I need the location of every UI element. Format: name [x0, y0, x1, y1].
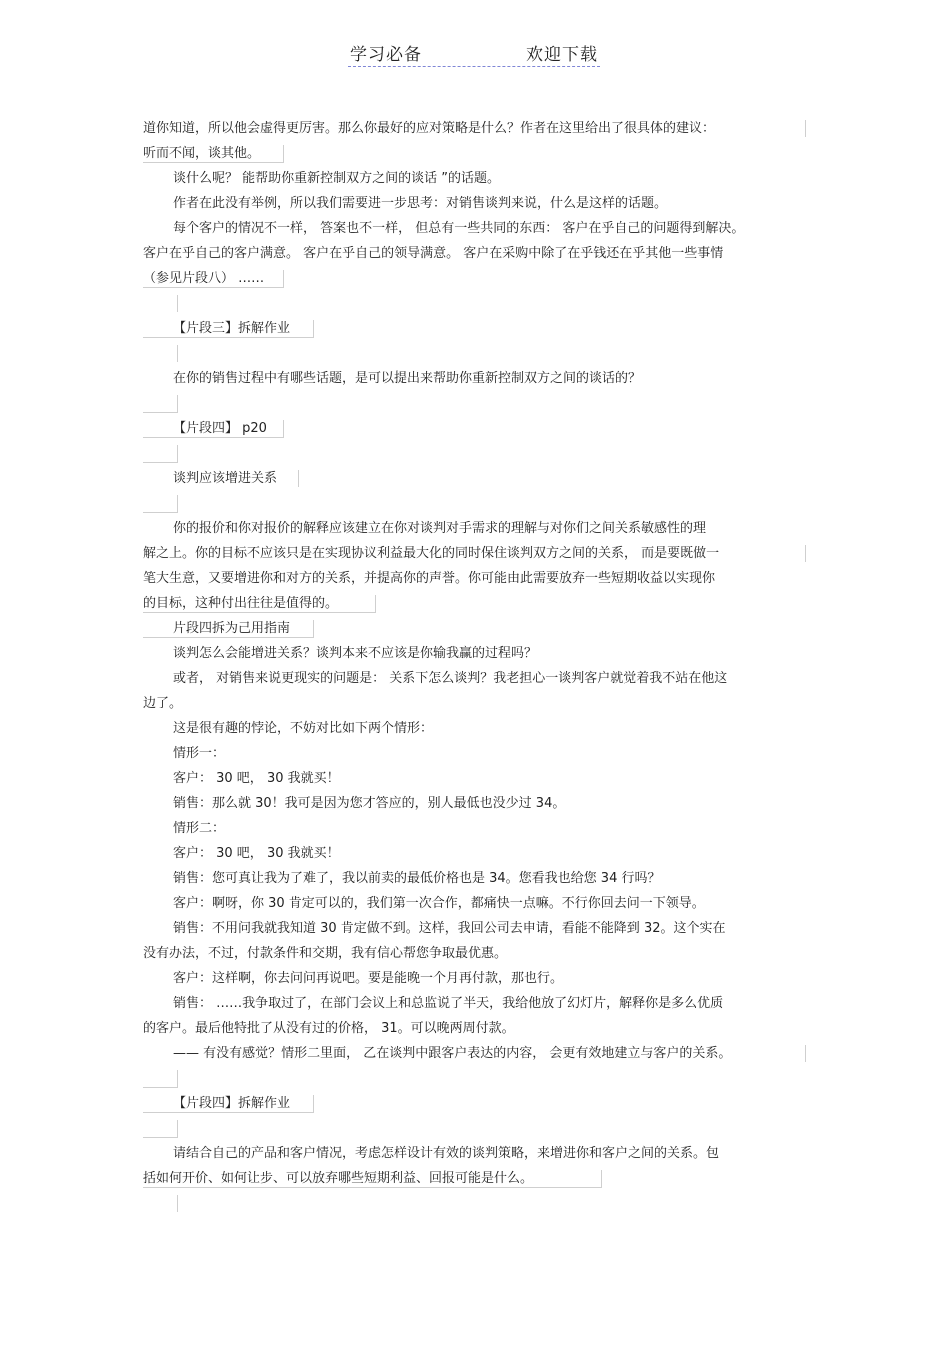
text-line: 谈判应该增进关系: [173, 471, 278, 486]
text-line: 作者在此没有举例，所以我们需要进一步思考：对销售谈判来说，什么是这样的话题。: [173, 196, 668, 211]
text-line: 谈什么呢？ 能帮助你重新控制双方之间的谈话 ”的话题。: [173, 171, 500, 186]
text-line: 销售：您可真让我为了难了，我以前卖的最低价格也是 34。您看我也给您 34 行吗？: [173, 871, 661, 886]
text-line: 或者， 对销售来说更现实的问题是： 关系下怎么谈判？我老担心一谈判客户就觉着我不站在他这: [173, 671, 728, 686]
text-line: 边了。: [143, 696, 183, 711]
text-line: 情形二：: [173, 821, 226, 836]
text-line: 道你知道，所以他会虚得更厉害。那么你最好的应对策略是什么？作者在这里给出了很具体的建议：: [143, 121, 716, 136]
text-line: 【片段三】拆解作业: [173, 321, 291, 336]
text-line: 的客户。最后他特批了从没有过的价格， 31。可以晚两周付款。: [143, 1021, 515, 1036]
text-line: 客户：啊呀，你 30 肯定可以的，我们第一次合作，都痛快一点嘛。不行你回去问一下领导。: [173, 896, 705, 911]
text-line: 笔大生意，又要增进你和对方的关系，并提高你的声誉。你可能由此需要放弃一些短期收益以实现你: [143, 571, 716, 586]
text-line: 销售： ……我争取过了，在部门会议上和总监说了半天，我给他放了幻灯片，解释你是多么优质: [173, 996, 724, 1011]
layout-mark: [143, 445, 178, 463]
text-line: （参见片段八） ……: [143, 271, 265, 286]
layout-mark: [143, 1070, 178, 1088]
text-line: 的目标，这种付出往往是值得的。: [143, 596, 339, 611]
text-line: 请结合自己的产品和客户情况，考虑怎样设计有效的谈判策略，来增进你和客户之间的关系。包: [173, 1146, 720, 1161]
text-line: 销售：不用问我就我知道 30 肯定做不到。这样，我回公司去申请，看能不能降到 32。这个实在: [173, 921, 726, 936]
text-line: 括如何开价、如何让步、可以放弃哪些短期利益、回报可能是什么。: [143, 1171, 534, 1186]
text-line: 客户： 30 吧， 30 我就买！: [173, 771, 340, 786]
text-line: 这是很有趣的悖论，不妨对比如下两个情形：: [173, 721, 434, 736]
text-line: 在你的销售过程中有哪些话题，是可以提出来帮助你重新控制双方之间的谈话的？: [173, 371, 642, 386]
layout-mark: [143, 495, 178, 513]
layout-mark: [143, 295, 178, 312]
text-line: 【片段四】 p20: [173, 421, 267, 436]
text-line: 【片段四】拆解作业: [173, 1096, 291, 1111]
text-line: —— 有没有感觉？情形二里面， 乙在谈判中跟客户表达的内容， 会更有效地建立与客户的关系。: [173, 1046, 732, 1061]
layout-mark: [143, 1195, 178, 1212]
header-right-text: 欢迎下载: [526, 45, 598, 65]
text-line: 谈判怎么会能增进关系？谈判本来不应该是你输我赢的过程吗？: [173, 646, 538, 661]
text-line: 片段四拆为己用指南: [173, 621, 291, 636]
layout-mark: [143, 345, 178, 362]
text-line: 听而不闻，谈其他。: [143, 146, 261, 161]
layout-mark: [143, 395, 178, 413]
layout-mark: [143, 1120, 178, 1138]
text-line: 解之上。你的目标不应该只是在实现协议利益最大化的同时保住谈判双方之间的关系， 而是要既做一: [143, 546, 720, 561]
text-line: 你的报价和你对报价的解释应该建立在你对谈判对手需求的理解与对你们之间关系敏感性的理: [173, 521, 707, 536]
text-line: 客户在乎自己的客户满意。 客户在乎自己的领导满意。 客户在采购中除了在乎钱还在乎其他一些事情: [143, 246, 724, 261]
text-line: 情形一：: [173, 746, 226, 761]
text-line: 没有办法，不过，付款条件和交期，我有信心帮您争取最优惠。: [143, 946, 508, 961]
text-line: 每个客户的情况不一样， 答案也不一样， 但总有一些共同的东西： 客户在乎自己的问题得到解决。: [173, 221, 745, 236]
text-line: 客户： 30 吧， 30 我就买！: [173, 846, 340, 861]
text-line: 销售：那么就 30！我可是因为您才答应的，别人最低也没少过 34。: [173, 796, 566, 811]
text-line: 客户：这样啊，你去问问再说吧。要是能晚一个月再付款，那也行。: [173, 971, 564, 986]
header-left-text: 学习必备: [350, 45, 422, 65]
